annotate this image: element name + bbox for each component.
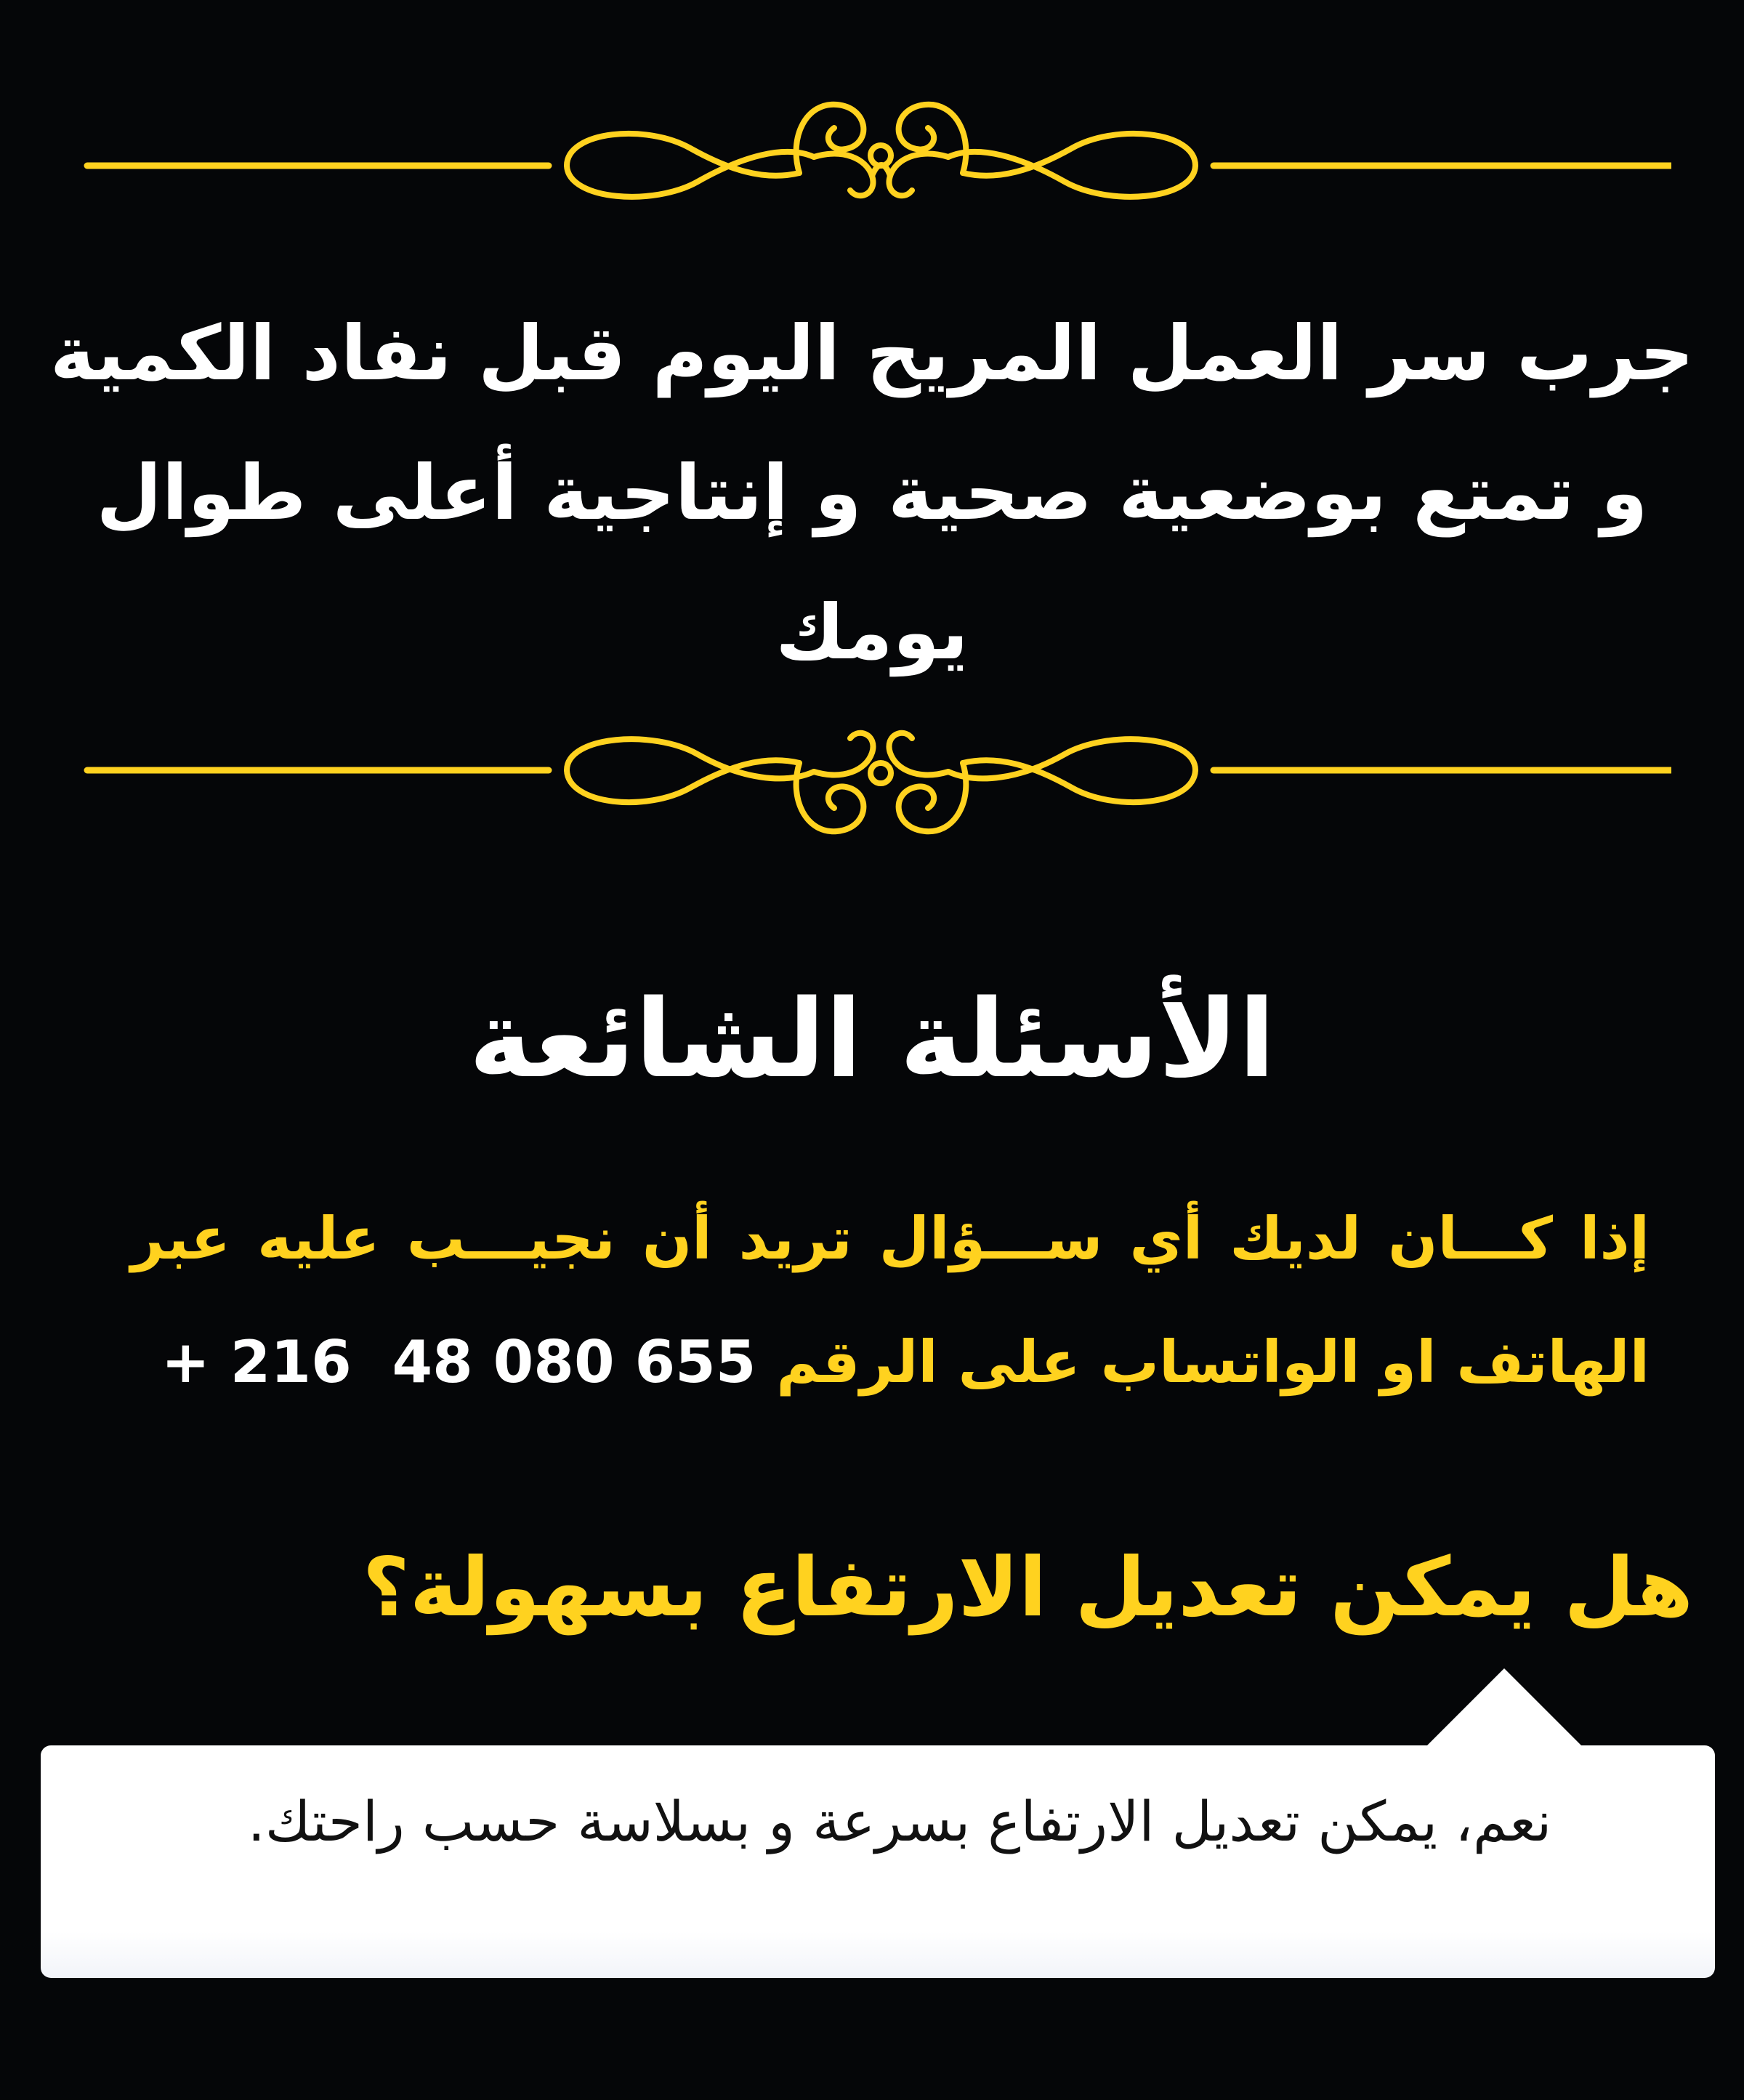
- flourish-icon: [567, 733, 1195, 832]
- contact-message: إذا كـــان لديك أي ســـؤال تريد أن نجيـــب عليه عبر الهاتف او الواتساب على الرقم: [131, 1205, 1650, 1396]
- answer-pointer: [1424, 1668, 1584, 1748]
- faq-answer: نعم، يمكن تعديل الارتفاع بسرعة و بسلاسة حسب راحتك.: [247, 1789, 1552, 1854]
- faq-contact-text: [131, 1177, 1650, 1424]
- flourish-icon: [567, 105, 1195, 197]
- faq-title: الأسئلة الشائعة: [469, 977, 1275, 1102]
- faq-question: هل يمكن تعديل الارتفاع بسهولة؟: [362, 1540, 1693, 1635]
- ornamental-divider-bottom: [73, 698, 1671, 843]
- promo-headline: جرب سر العمل المريح اليوم قبل نفاد الكمية و تمتع بوضعية صحية و إنتاجية أعلى طوال يومك: [49, 309, 1695, 677]
- answer-box: [41, 1745, 1715, 1978]
- ornamental-divider-top: [73, 86, 1671, 231]
- phone-number: + 216 48 080 655: [161, 1328, 756, 1396]
